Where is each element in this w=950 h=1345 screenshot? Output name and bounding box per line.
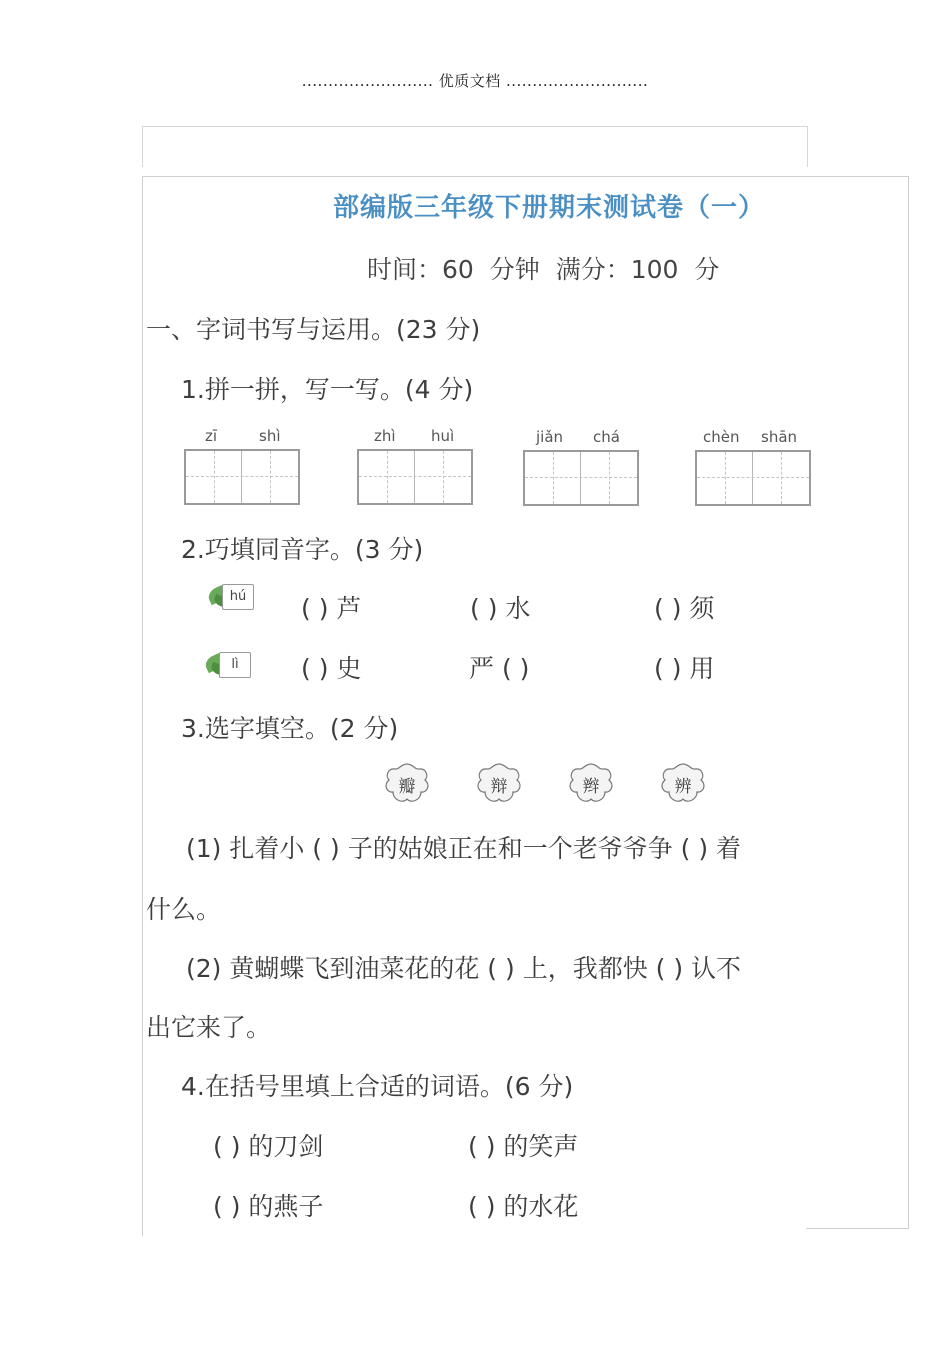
pinyin-1a: zī (205, 427, 218, 445)
flower-option-2[interactable] (473, 760, 525, 808)
page-header: ......................... 优质文档 ........................... (301, 72, 649, 90)
pinyin-1b: shì (259, 427, 281, 445)
pinyin-4a: chèn (703, 428, 740, 446)
question-4-label: 4.在括号里填上合适的词语。(6 分) (181, 1072, 574, 1101)
question-1-label: 1.拼一拼，写一写。(4 分) (181, 375, 474, 404)
blank-item[interactable]: ( ) 须 (654, 594, 715, 623)
pinyin-2b: huì (431, 427, 455, 445)
phrase-blank[interactable]: ( ) 的水花 (468, 1192, 579, 1221)
pinyin-4b: shān (761, 428, 798, 446)
blank-item[interactable]: ( ) 芦 (301, 594, 362, 623)
phrase-blank[interactable]: ( ) 的刀剑 (213, 1132, 324, 1161)
option-char: 辨 (674, 777, 692, 797)
sentence-2-line-2: 出它来了。 (146, 1013, 272, 1042)
sentence-1-line-2: 什么。 (146, 895, 222, 924)
exam-subtitle: 时间：60 分钟 满分：100 分 (367, 255, 720, 284)
question-3-label: 3.选字填空。(2 分) (181, 714, 399, 743)
section-heading: 一、字词书写与运用。(23 分) (146, 315, 481, 344)
exam-title: 部编版三年级下册期末测试卷（一） (333, 193, 766, 223)
pinyin-2a: zhì (374, 427, 396, 445)
writing-grid-3[interactable] (523, 450, 639, 506)
phrase-blank[interactable]: ( ) 的燕子 (213, 1192, 324, 1221)
leaf-tag-hu (208, 582, 254, 612)
flower-option-3[interactable] (565, 760, 617, 808)
blank-item[interactable]: ( ) 用 (654, 654, 715, 683)
option-char: 瓣 (398, 777, 416, 797)
blank-item[interactable]: ( ) 史 (301, 654, 362, 683)
question-2-label: 2.巧填同音字。(3 分) (181, 535, 424, 564)
flower-option-4[interactable] (657, 760, 709, 808)
paper-frame-bottom (806, 1228, 908, 1229)
pinyin-tag: hú (222, 584, 254, 610)
blank-item[interactable]: 严 ( ) (469, 654, 530, 683)
pinyin-3a: jiǎn (536, 428, 564, 446)
pinyin-3b: chá (593, 428, 620, 446)
sentence-2-line-1: (2) 黄蝴蝶飞到油菜花的花 ( ) 上，我都快 ( ) 认不 (186, 954, 742, 983)
writing-grid-1[interactable] (184, 449, 300, 505)
top-frame (142, 126, 808, 167)
phrase-blank[interactable]: ( ) 的笑声 (468, 1132, 579, 1161)
leaf-tag-li (205, 650, 251, 680)
sentence-1-line-1: (1) 扎着小 ( ) 子的姑娘正在和一个老爷爷争 ( ) 着 (186, 834, 742, 863)
pinyin-tag: lì (219, 652, 251, 678)
writing-grid-4[interactable] (695, 450, 811, 506)
paper-frame-extension (142, 1228, 807, 1236)
option-char: 辩 (490, 777, 508, 797)
blank-item[interactable]: ( ) 水 (470, 594, 531, 623)
option-char: 辫 (582, 777, 600, 797)
writing-grid-2[interactable] (357, 449, 473, 505)
flower-option-1[interactable] (381, 760, 433, 808)
